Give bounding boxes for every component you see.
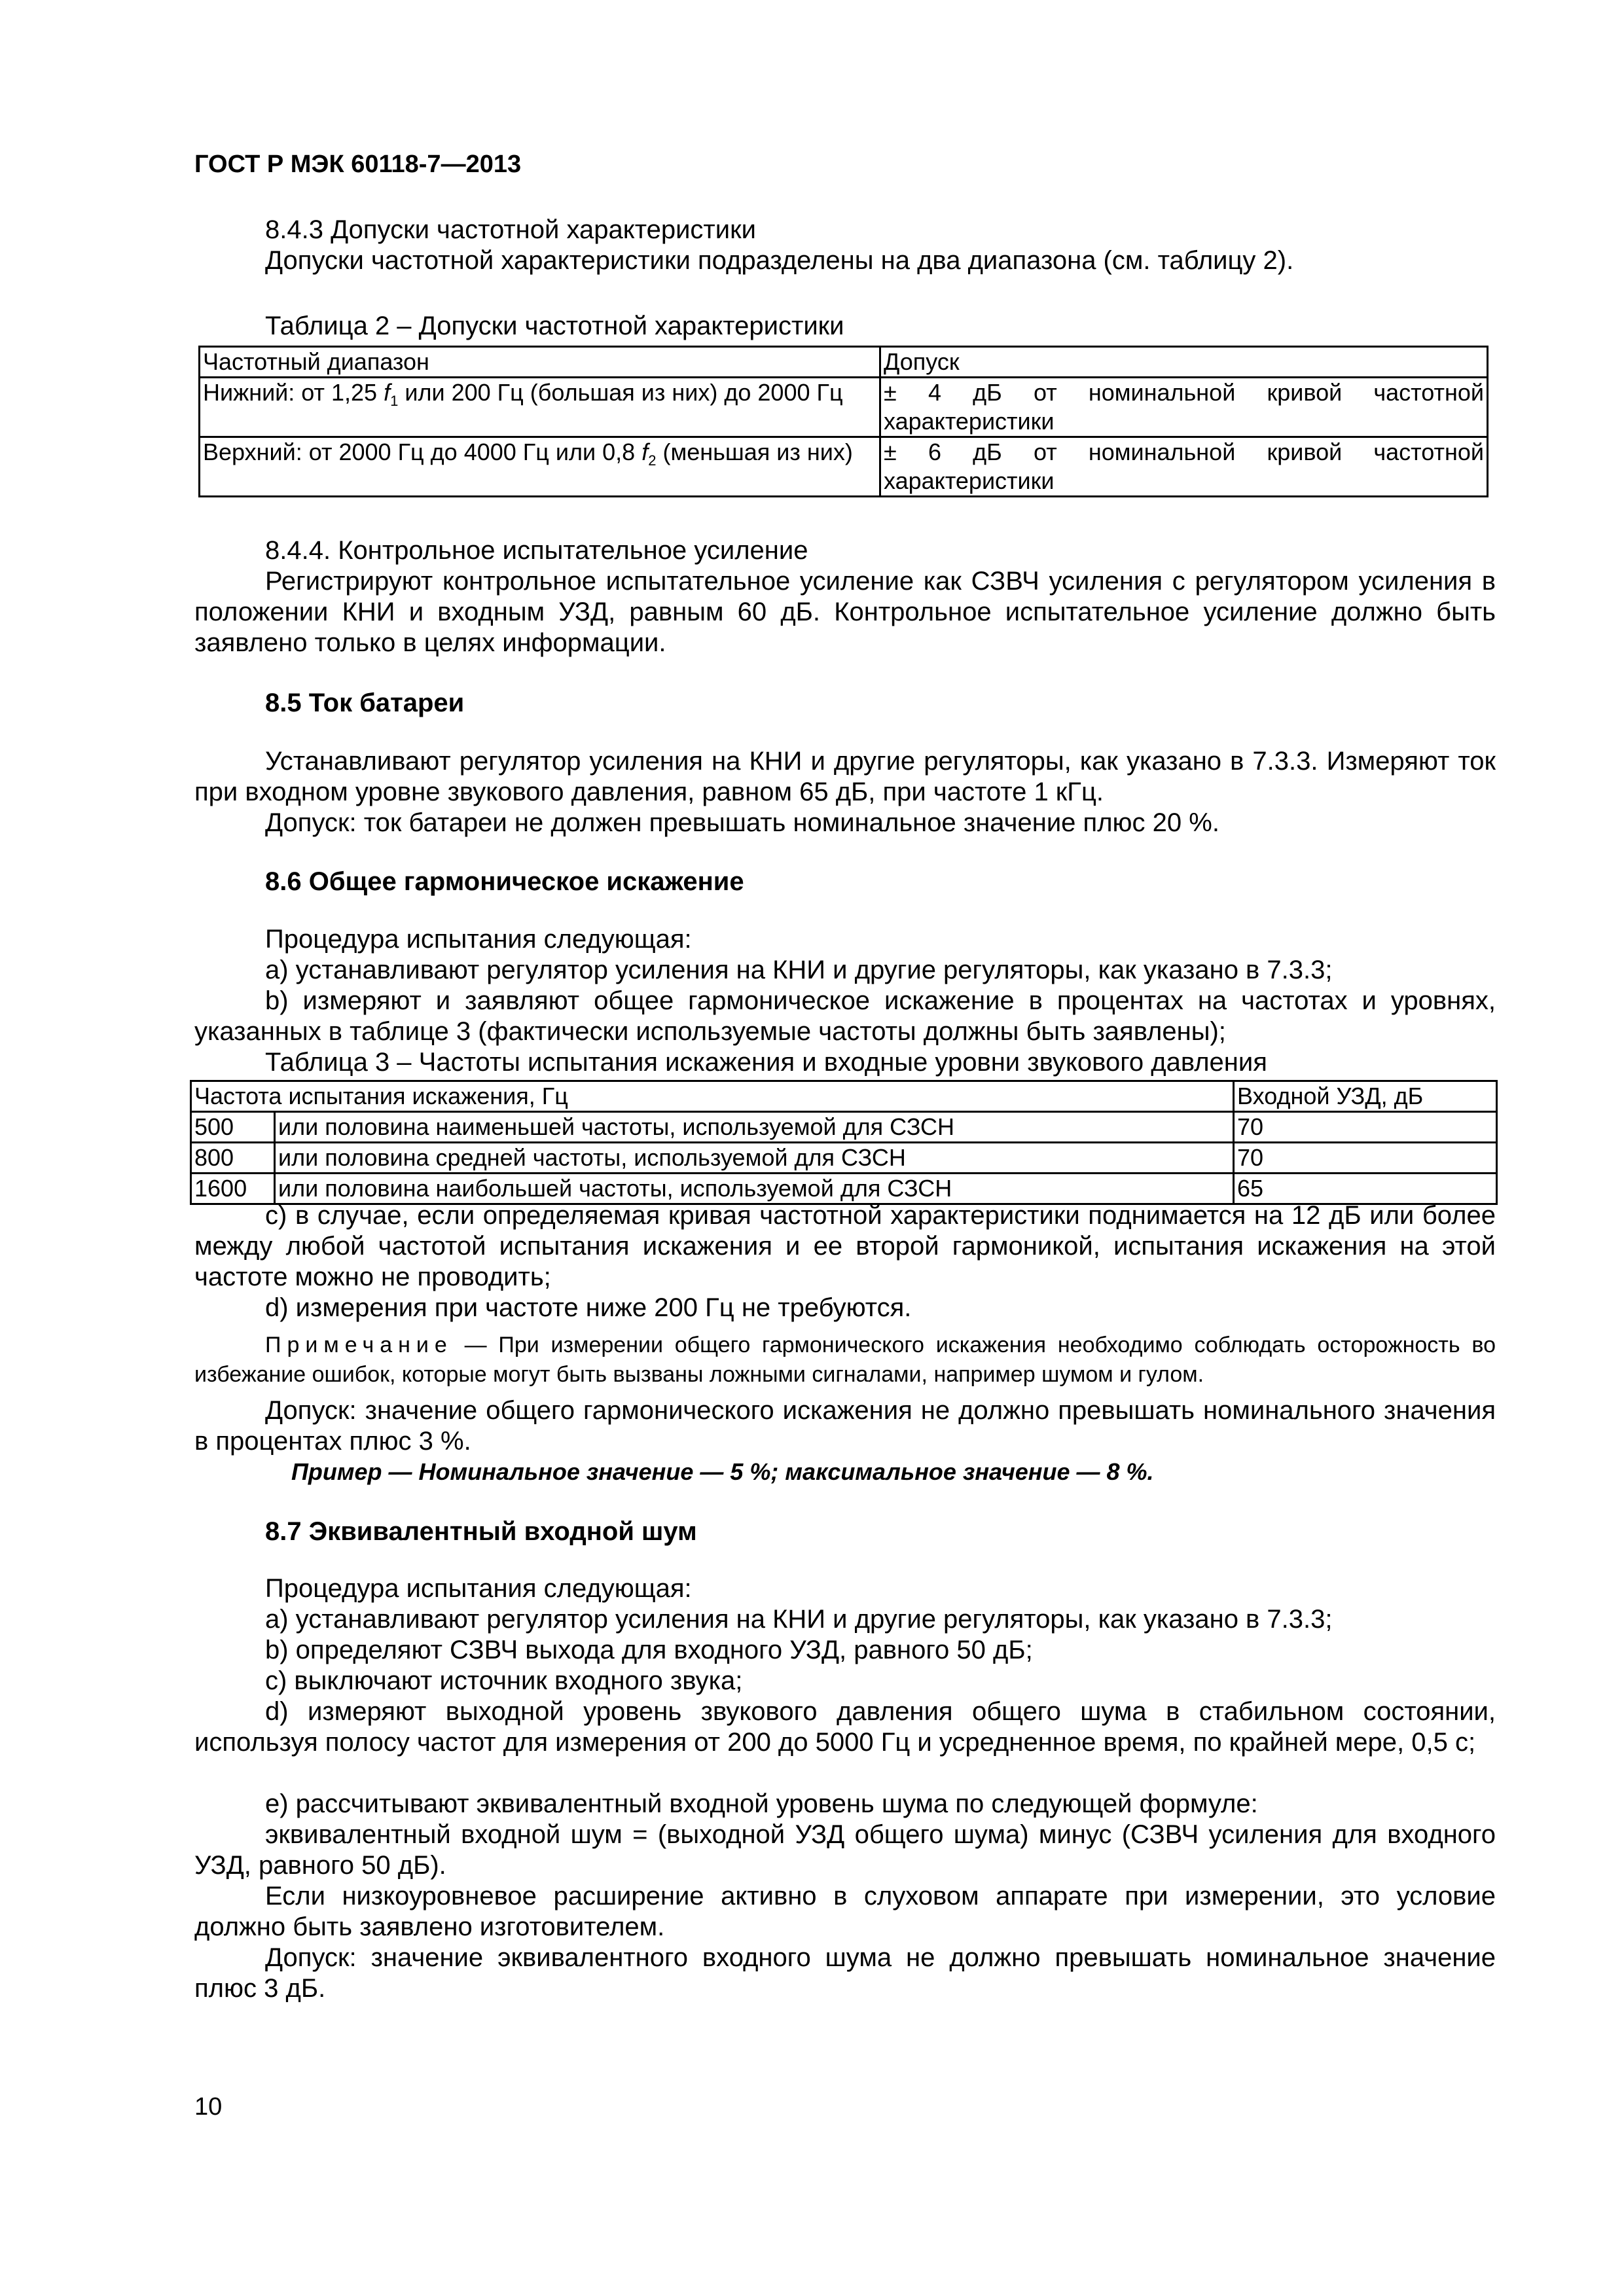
section-8-7-item-d: d) измеряют выходной уровень звукового давления общего шума в стабильном состоянии, используя полосу частот для измерения от 200 до 5000 Гц и усредненное время, по крайней мере, 0,5 с; xyxy=(194,1697,1496,1757)
table3-header-cell: Частота испытания искажения, Гц xyxy=(191,1081,1234,1112)
section-8-6-item-d: d) измерения при частоте ниже 200 Гц не требуются. xyxy=(265,1293,912,1322)
section-8-7-item-e: е) рассчитывают эквивалентный входной уровень шума по следующей формуле: xyxy=(265,1789,1258,1818)
table-row xyxy=(191,1174,1497,1204)
section-8-7-intro: Процедура испытания следующая: xyxy=(265,1574,692,1603)
table3-frequency-cell: 800 xyxy=(191,1143,275,1174)
table3 xyxy=(190,1080,1498,1205)
table-row xyxy=(200,437,1488,497)
table3-description-cell: или половина наибольшей частоты, используемой для СЗСН xyxy=(275,1174,1234,1204)
table3-description-cell: или половина наименьшей частоты, используемой для СЗСН xyxy=(275,1112,1234,1143)
section-8-6-item-c: с) в случае, если определяемая кривая частотной характеристики поднимается на 12 дБ или более между любой частотой испытания искажения и ее второй гармоникой, испытания искажения на этой частоте можно не проводить; xyxy=(194,1201,1496,1291)
section-8-7-heading: 8.7 Эквивалентный входной шум xyxy=(265,1517,697,1546)
section-8-7-item-c: с) выключают источник входного звука; xyxy=(265,1666,743,1695)
table-row xyxy=(191,1143,1497,1174)
table3-level-cell: 65 xyxy=(1234,1174,1497,1204)
table2-range-cell: Нижний: от 1,25 $f_1$ или 200 Гц (большая из них) до 2000 Гц xyxy=(200,378,880,437)
section-8-7-tolerance: Допуск: значение эквивалентного входного шума не должно превышать номинальное значение плюс 3 дБ. xyxy=(194,1943,1496,2003)
table3-frequency-cell: 1600 xyxy=(191,1174,275,1204)
table3-frequency-cell: 500 xyxy=(191,1112,275,1143)
section-8-6-tolerance: Допуск: значение общего гармонического искажения не должно превышать номинального значения в процентах плюс 3 %. xyxy=(194,1396,1496,1456)
section-8-6-heading: 8.6 Общее гармоническое искажение xyxy=(265,867,744,896)
table2-tolerance-cell: ± 6 дБ от номинальной кривой частотной характеристики xyxy=(880,437,1488,497)
section-8-7-formula: эквивалентный входной шум = (выходной УЗД общего шума) минус (СЗВЧ усиления для входного УЗД, равного 50 дБ). xyxy=(194,1820,1496,1880)
table-row xyxy=(191,1112,1497,1143)
note-text: — При измерении общего гармонического искажения необходимо соблюдать осторожность во избежание ошибок, которые могут быть вызваны ложными сигналами, например шумом и гулом. xyxy=(194,1333,1496,1387)
table2-range-cell: Верхний: от 2000 Гц до 4000 Гц или 0,8 $f_2$ (меньшая из них) xyxy=(200,437,880,497)
section-8-5-p2: Допуск: ток батареи не должен превышать номинальное значение плюс 20 %. xyxy=(265,808,1219,837)
note-label: Примечание xyxy=(265,1333,453,1357)
table2-header-cell: Частотный диапазон xyxy=(200,347,880,378)
section-8-7-item-b: b) определяют СЗВЧ выхода для входного УЗД, равного 50 дБ; xyxy=(265,1636,1033,1664)
table2-caption: Таблица 2 – Допуски частотной характеристики xyxy=(265,312,844,340)
table-row xyxy=(200,378,1488,437)
section-8-6-item-a: а) устанавливают регулятор усиления на КНИ и другие регуляторы, как указано в 7.3.3; xyxy=(265,956,1333,984)
section-8-6-item-b: b) измеряют и заявляют общее гармоническое искажение в процентах на частотах и уровнях, указанных в таблице 3 (фактически используемые частоты должны быть заявлены); xyxy=(194,986,1496,1046)
table3-description-cell: или половина средней частоты, используемой для СЗСН xyxy=(275,1143,1234,1174)
section-8-4-4-title: 8.4.4. Контрольное испытательное усиление xyxy=(265,536,808,565)
section-8-7-item-a: а) устанавливают регулятор усиления на КНИ и другие регуляторы, как указано в 7.3.3; xyxy=(265,1605,1333,1634)
table3-level-cell: 70 xyxy=(1234,1143,1497,1174)
page-number: 10 xyxy=(194,2093,223,2121)
section-8-7-low-level: Если низкоуровневое расширение активно в слуховом аппарате при измерении, это условие должно быть заявлено изготовителем. xyxy=(194,1882,1496,1941)
table3-level-cell: 70 xyxy=(1234,1112,1497,1143)
section-8-5-heading: 8.5 Ток батареи xyxy=(265,689,465,717)
table2-header-row xyxy=(200,347,1488,378)
table2-header-cell: Допуск xyxy=(880,347,1488,378)
table3-caption: Таблица 3 – Частоты испытания искажения и входные уровни звукового давления xyxy=(265,1048,1267,1077)
section-8-6-example: Пример — Номинальное значение — 5 %; максимальное значение — 8 %. xyxy=(291,1458,1154,1485)
section-8-6-note xyxy=(194,1331,1496,1390)
section-8-4-3-title: 8.4.3 Допуски частотной характеристики xyxy=(265,215,756,244)
section-8-4-4-text: Регистрируют контрольное испытательное усиление как СЗВЧ усиления с регулятором усиления в положении КНИ и входным УЗД, равным 60 дБ. Контрольное испытательное усиление должно быть заявлено только в целях информации. xyxy=(194,567,1496,657)
table3-header-row xyxy=(191,1081,1497,1112)
section-8-4-3-text: Допуски частотной характеристики подразделены на два диапазона (см. таблицу 2). xyxy=(265,246,1294,275)
table2-tolerance-cell: ± 4 дБ от номинальной кривой частотной характеристики xyxy=(880,378,1488,437)
section-8-5-p1: Устанавливают регулятор усиления на КНИ и другие регуляторы, как указано в 7.3.3. Измеряют ток при входном уровне звукового давления, равном 65 дБ, при частоте 1 кГц. xyxy=(194,747,1496,806)
table3-header-cell: Входной УЗД, дБ xyxy=(1234,1081,1497,1112)
document-header: ГОСТ Р МЭК 60118-7—2013 xyxy=(194,151,522,178)
table2 xyxy=(198,346,1489,497)
section-8-6-intro: Процедура испытания следующая: xyxy=(265,925,692,954)
